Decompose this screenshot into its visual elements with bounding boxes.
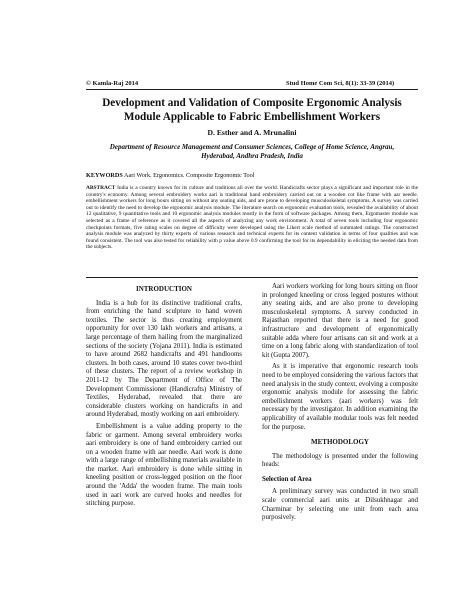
keywords	[86, 172, 418, 179]
intro-paragraph: India is a hub for its distinctive traditional crafts, from enriching the hand sculpture to hand woven textiles. The sector is thus creating employment opportunity for over 130 lakh workers and artisans, a large percentage of them hailing from the marginalized sections of the society (Yojana 2011). India is estimated to have around 2682 handicrafts and 491 handlooms clusters. In both cases, around 10 states cover two-third of these clusters. The report of a review workshop in 2011-12 by The Department of Office of The Development Commissioner (Handicrafts) Ministry of Textiles, Hyderabad, revealed that there are considerable clusters working on handicrafts in and around Hyderabad, mostly working on aari embroidery.	[86, 299, 242, 419]
intro-paragraph: Aari workers working for long hours sitting on floor in prolonged kneeling or cross legged postures without any seating aids, and are also prone to developing musculoskeletal symptoms. A survey conducted in Rajasthan reported that there is a need for good infrastructure and development of ergonomically suitable adda where four artisans can sit and work at a time on a long fabric along with standardization of tool kit (Gupta 2007).	[262, 283, 418, 359]
intro-paragraph: Embellishment is a value adding property to the fabric or garment. Among several embroidery works aari embroidery is one of hand embroidery carried out on a wooden frame with aar needle. Aari work is done with a large range of embellishing materials available in the market. Aari embroidery is done while sitting in kneeling position or cross-legged position on the floor around the 'Adda' the wooden frame. The main tools used in aari work are curved hooks and needles for stitching purpose.	[86, 422, 242, 508]
section-heading-introduction: INTRODUCTION	[135, 285, 192, 293]
journal-citation: Stud Home Com Sci, 8(1): 33-39 (2014)	[286, 80, 395, 87]
left-column	[86, 283, 242, 512]
header-rule	[86, 89, 418, 90]
journal-copyright: © Kamla-Raj 2014	[86, 80, 139, 87]
abstract-text: India is a country known for its culture and traditions all over the world. Handicrafts sector plays a significant and important role in the country's economy. Among several embroidery works aari is traditional hand embroidery carried out on a wooden cot like frame with aar needle. embellishment workers for long hours sitting on without any seating aids, and are prone to developing musculoskeletal symptoms. A survey was carried out to identify the need to develop the ergonomic analysis module. The literature search on ergonomic evaluation tools, revealed the availability of about 12 qualitative, 9 quantitative tools and 10 ergonomic analysis modules mostly in the form of software packages. Among them, Ergomaster module was selected as a frame of reference as it covered all the aspects of analyzing any work environment. A total of seven tools including four ergonomic checkpoints formats, five rating scales on degree of difficulty were developed using the Likert scale method of summated ratings. The constructed analysis module was analyzed by thirty experts of various research and technical experts for its content validation in terms of four qualities and was found consistent. The tool was also tested for reliability with p value above 0.9 confirming the tool for its dependability in eliciting the needed data from the subjects.	[86, 185, 418, 251]
section-heading-methodology: METHODOLOGY	[311, 438, 369, 447]
keywords-text: Aari Work. Ergonomics. Composite Ergonomic Tool	[124, 172, 255, 179]
paper-title: Development and Validation of Composite Ergonomic Analysis Module Applicable to Fabric Embellishment Workers	[102, 97, 402, 123]
abstract	[86, 185, 418, 251]
right-column	[262, 283, 418, 526]
subheading-selection-of-area: Selection of Area	[262, 475, 312, 483]
paper-affiliation: Department of Resource Management and Consumer Sciences, College of Home Science, Angrau, Hyderabad, Andhra Pradesh, India	[109, 143, 395, 160]
method-intro: The methodology is presented under the following heads:	[262, 452, 418, 469]
intro-paragraph: As it is imperative that ergonomic research tools need to be employed considering the various factors that need analysis in the study context, evolving a composite ergonomic analysis module for assessing the fabric embellishment workers (aari workers) was felt necessary by the investigator. In addition examining the applicability of available modular tools was felt needed for the purpose.	[262, 363, 418, 431]
keywords-label: KEYWORDS	[86, 172, 123, 179]
area-paragraph: A preliminary survey was conducted in two small scale commercial aari units at Dilsukhnagar and Charminar by selecting one unit from each area purposively.	[262, 488, 418, 522]
abstract-rule	[86, 277, 418, 278]
paper-authors: D. Esther and A. Mrunalini	[207, 128, 297, 137]
abstract-label: ABSTRACT	[86, 185, 116, 191]
